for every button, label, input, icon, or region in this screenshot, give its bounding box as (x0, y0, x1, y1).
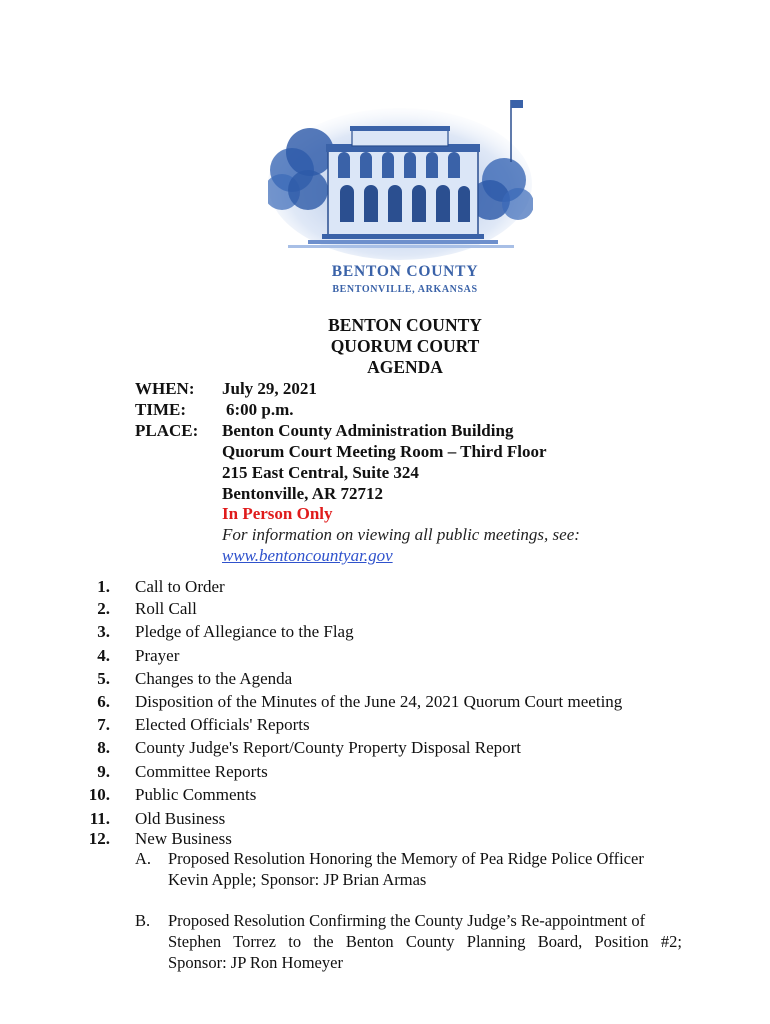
new-business-line: Kevin Apple; Sponsor: JP Brian Armas (168, 870, 427, 889)
place-line-room: Quorum Court Meeting Room – Third Floor (222, 442, 547, 461)
agenda-item-number: 7. (97, 715, 110, 734)
new-business-letter: B. (135, 911, 151, 930)
agenda-item-text: Roll Call (135, 599, 197, 618)
agenda-item-text: Pledge of Allegiance to the Flag (135, 622, 354, 641)
agenda-item-text: Elected Officials' Reports (135, 715, 310, 734)
new-business-letter: A. (135, 849, 152, 868)
title-court: QUORUM COURT (330, 336, 480, 356)
agenda-item-text: County Judge's Report/County Property Disposal Report (135, 738, 522, 757)
place-label: PLACE: (135, 421, 199, 440)
agenda-item-number: 2. (97, 599, 110, 618)
place-line-city: Bentonville, AR 72712 (222, 484, 384, 503)
agenda-item-text: Changes to the Agenda (135, 669, 293, 688)
agenda-item-number: 10. (88, 785, 110, 804)
attendance-notice: In Person Only (222, 504, 333, 523)
agenda-item-number: 9. (97, 762, 110, 781)
new-business-line: Stephen Torrez to the Benton County Planning Board, Position #2; (168, 932, 682, 951)
agenda-item-text: Disposition of the Minutes of the June 24, 2021 Quorum Court meeting (135, 692, 623, 711)
new-business-line: Sponsor: JP Ron Homeyer (168, 953, 343, 972)
new-business-text (168, 910, 682, 973)
when-value: July 29, 2021 (222, 379, 317, 398)
place-line-building: Benton County Administration Building (222, 421, 514, 440)
agenda-item-text: Call to Order (135, 577, 225, 596)
agenda-item-number: 12. (88, 829, 110, 848)
agenda-item-text: New Business (135, 829, 232, 848)
time-label: TIME: (135, 400, 186, 419)
when-label: WHEN: (135, 379, 195, 398)
agenda-item-number: 11. (89, 809, 110, 828)
seal-city-name: BENTONVILLE, ARKANSAS (332, 284, 478, 295)
agenda-item-number: 3. (97, 622, 110, 641)
courthouse-seal-image (268, 92, 533, 260)
time-value: 6:00 p.m. (226, 400, 294, 419)
agenda-item-text: Prayer (135, 646, 180, 665)
agenda-item-number: 6. (97, 692, 110, 711)
place-line-street: 215 East Central, Suite 324 (222, 463, 419, 482)
new-business-text (168, 848, 682, 890)
title-county: BENTON COUNTY (328, 315, 482, 335)
agenda-item-text: Public Comments (135, 785, 257, 804)
info-note: For information on viewing all public meetings, see: (222, 525, 580, 544)
new-business-line: Proposed Resolution Confirming the County Judge’s Re-appointment of (168, 911, 646, 930)
agenda-item-text: Committee Reports (135, 762, 268, 781)
agenda-item-number: 1. (97, 577, 110, 596)
seal-county-name: BENTON COUNTY (331, 263, 479, 280)
agenda-item-number: 5. (97, 669, 110, 688)
agenda-item-text: Old Business (135, 809, 226, 828)
website-link[interactable]: www.bentoncountyar.gov (222, 546, 393, 565)
title-agenda: AGENDA (367, 357, 443, 377)
new-business-line: Proposed Resolution Honoring the Memory of Pea Ridge Police Officer (168, 849, 644, 868)
agenda-item-number: 8. (97, 738, 110, 757)
agenda-item-number: 4. (97, 646, 110, 665)
